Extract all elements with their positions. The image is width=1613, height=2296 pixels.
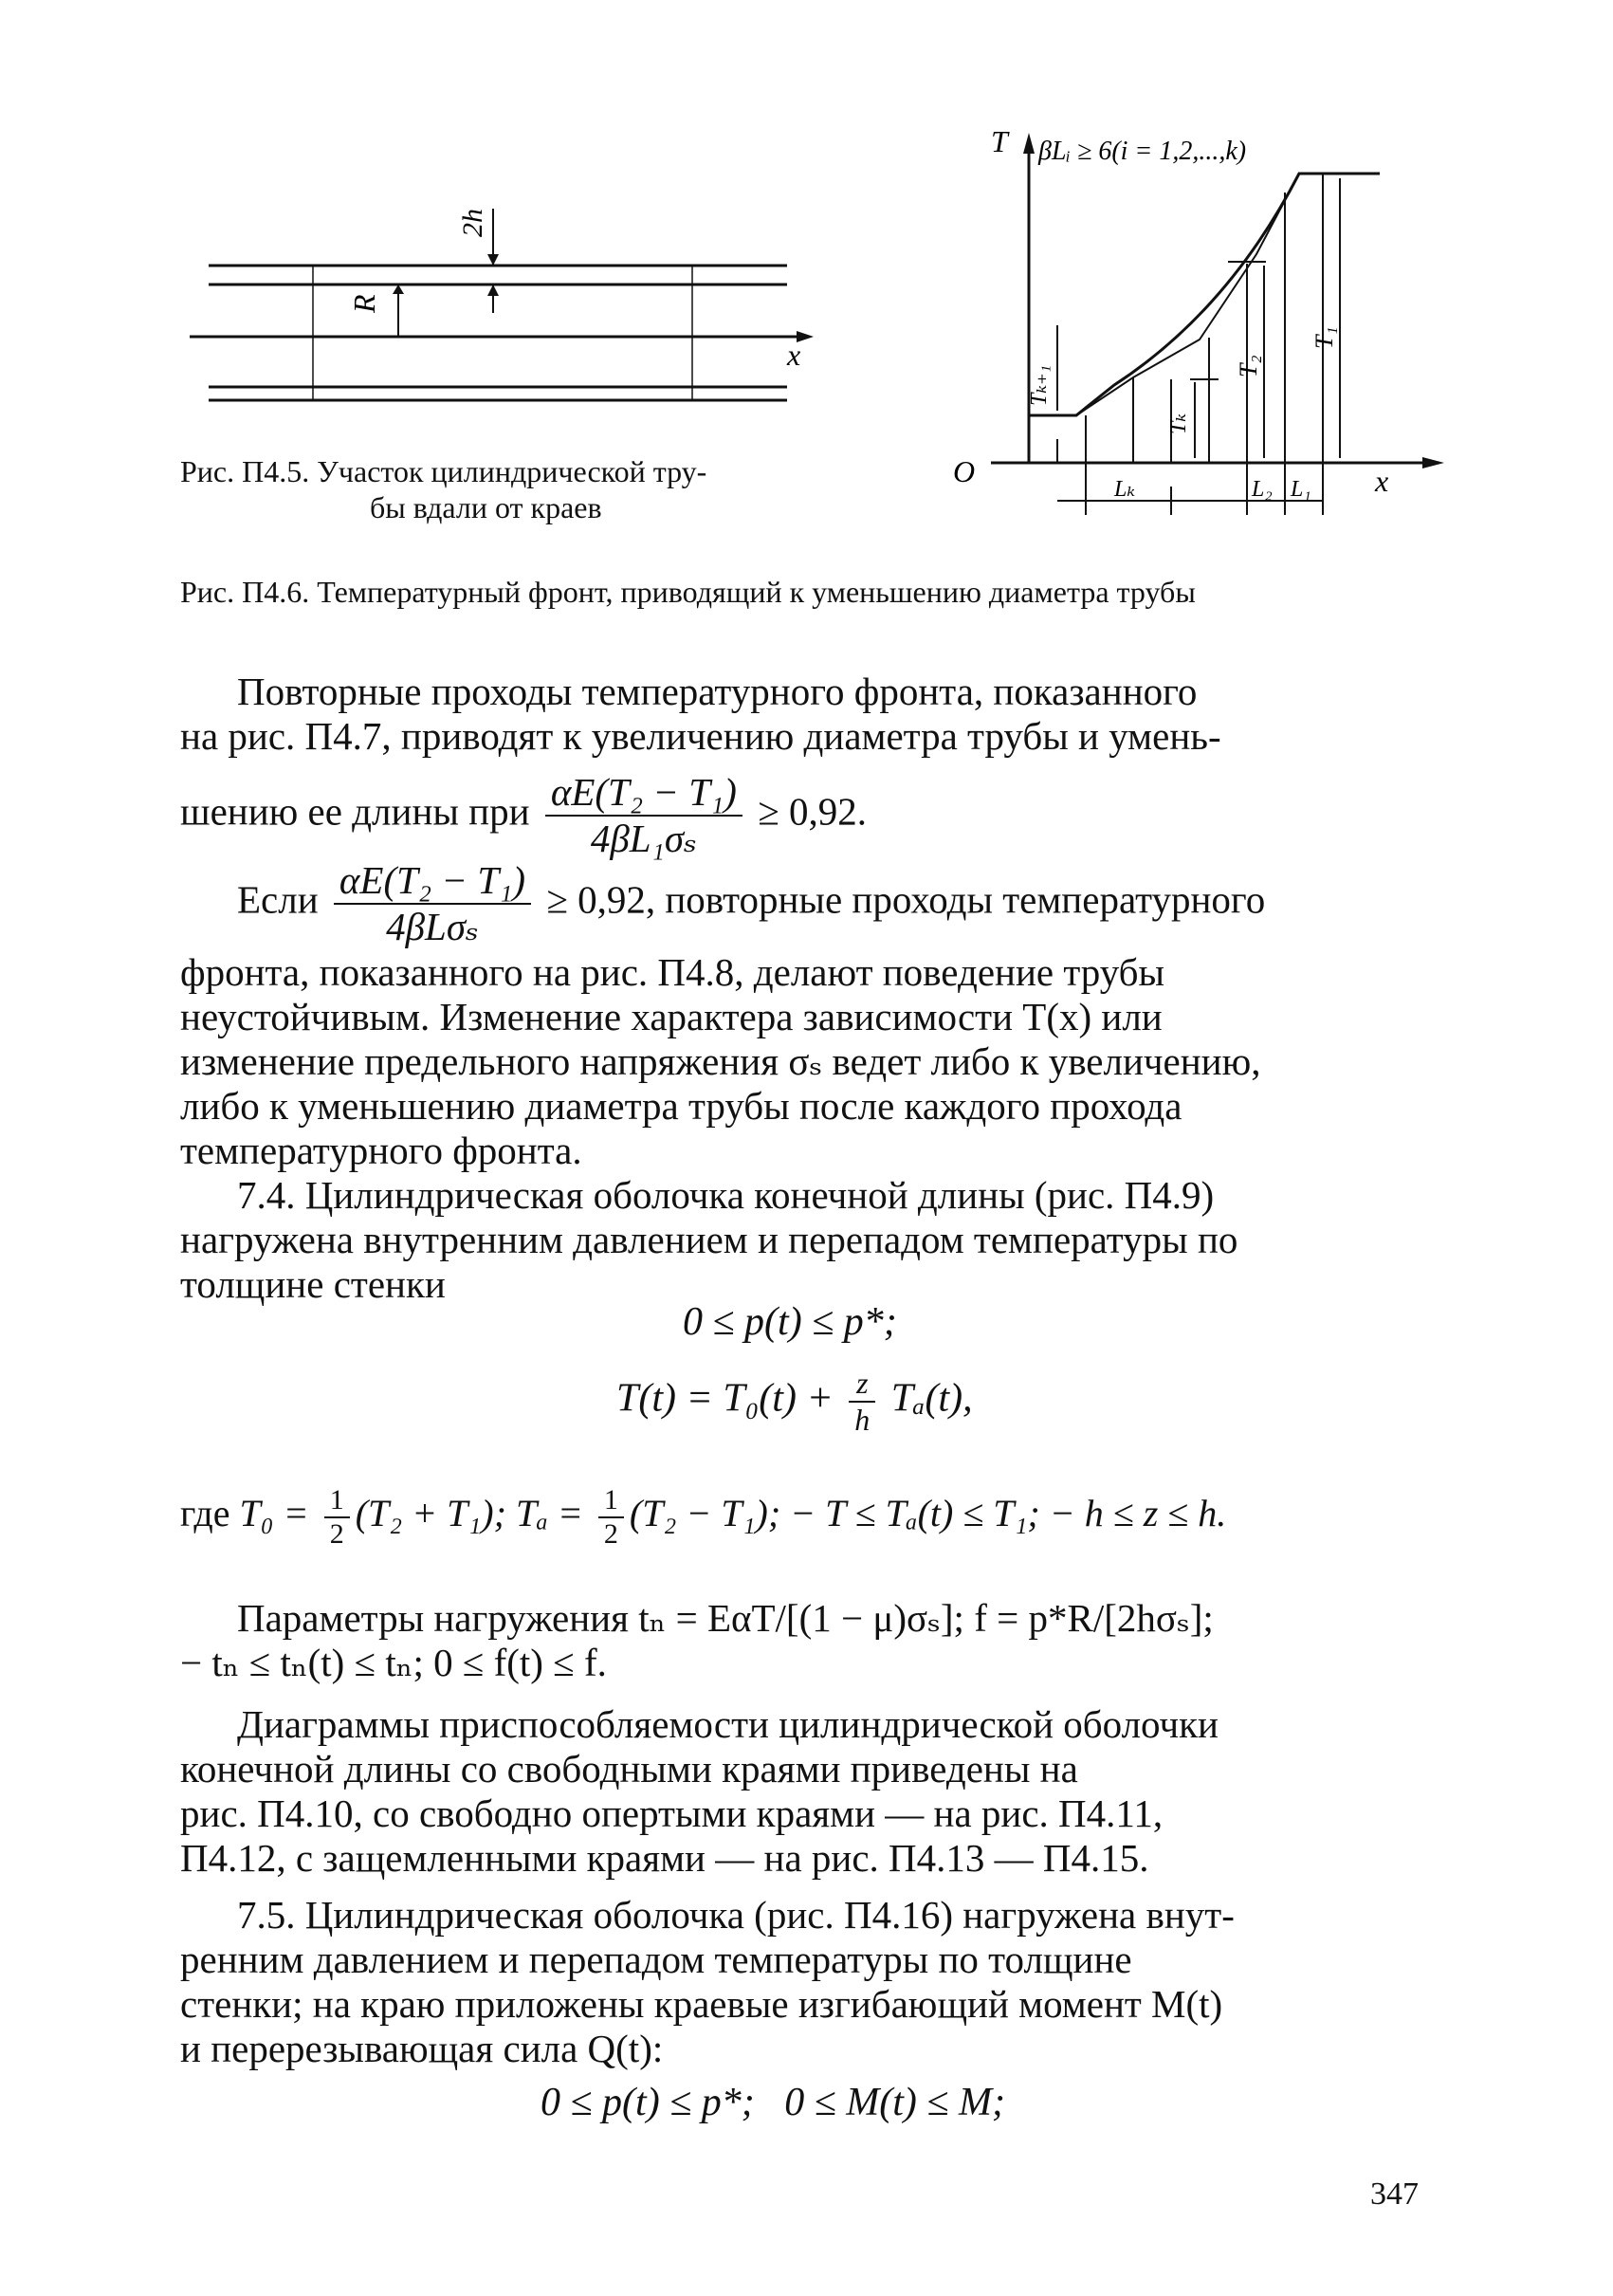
p1-line1: Повторные проходы температурного фронта, показанного (237, 670, 1198, 713)
p6-line3: стенки; на краю приложены краевые изгибающий момент M(t) (180, 1982, 1223, 2026)
label-x-p4-5: x (787, 338, 801, 372)
equation-2 (616, 1366, 973, 1438)
fraction-half-1 (324, 1484, 350, 1551)
eq3-bounds: − T ≤ Tₐ(t) ≤ T₁; − h ≤ z ≤ h. (790, 1492, 1227, 1535)
label-Tk: Tₖ (1166, 413, 1191, 434)
p3-line3: толщине стенки (180, 1262, 446, 1306)
label-T2: T₂ (1235, 355, 1262, 377)
fraction-1-numerator: αE(T₂ − T₁) (545, 770, 742, 817)
p1-line3-condition: ≥ 0,92. (758, 789, 867, 834)
where-label: где (180, 1492, 230, 1535)
p1-line3 (180, 770, 867, 861)
label-R: R (347, 294, 381, 313)
label-2h: 2h (457, 209, 488, 237)
fraction-h-denominator: h (854, 1403, 871, 1437)
label-T-axis: T (991, 124, 1008, 158)
label-T1: T₁ (1311, 326, 1338, 349)
caption-p4-5-line2: бы вдали от краев (370, 490, 602, 524)
p5-line4: П4.12, с защемленными краями — на рис. П4.13 — П4.15. (180, 1836, 1149, 1880)
half-2-denominator: 2 (603, 1518, 618, 1550)
half-1-numerator: 1 (324, 1484, 350, 1518)
p2-line4: изменение предельного напряжения σₛ ведет либо к увеличению, (180, 1039, 1261, 1083)
p6-line1: 7.5. Цилиндрическая оболочка (рис. П4.16) нагружена внут- (237, 1893, 1235, 1937)
p4-line2: − tₙ ≤ tₙ(t) ≤ tₙ; 0 ≤ f(t) ≤ f. (180, 1641, 607, 1684)
p3-line2: нагружена внутренним давлением и перепадом температуры по (180, 1218, 1238, 1261)
paragraph-5 (180, 1702, 1427, 1881)
p2-line1 (237, 858, 1265, 949)
p5-line3: рис. П4.10, со свободно опертыми краями — на рис. П4.11, (180, 1791, 1164, 1835)
p2-if: Если (237, 877, 319, 922)
eq3-Ta-diff: (T₂ − T₁); (629, 1492, 781, 1535)
fraction-1-denominator: 4βL₁σₛ (590, 817, 697, 860)
equation-3 (180, 1484, 1226, 1551)
fraction-1 (545, 770, 742, 861)
page-number: 347 (1370, 2177, 1419, 2212)
caption-p4-5 (180, 453, 844, 525)
p2-line6: температурного фронта. (180, 1129, 582, 1172)
paragraph-1 (180, 670, 1427, 759)
p3-line1: 7.4. Цилиндрическая оболочка конечной длины (рис. П4.9) (237, 1173, 1215, 1217)
p1-line3-text: шению ее длины при (180, 789, 530, 834)
p2-line5: либо к уменьшению диаметра трубы после каждого прохода (180, 1084, 1182, 1128)
p5-line1: Диаграммы приспособляемости цилиндрической оболочки (237, 1702, 1219, 1746)
fraction-2 (334, 858, 531, 949)
equation-1: 0 ≤ p(t) ≤ p*; (683, 1300, 897, 1344)
label-L1: L₁ (1291, 477, 1311, 502)
fraction-2-denominator: 4βLσₛ (386, 905, 479, 948)
figure-p4-5 (180, 190, 825, 427)
paragraph-2 (180, 950, 1427, 1307)
p2-line1-text: ≥ 0,92, повторные проходы температурного (546, 877, 1266, 922)
label-x-p4-6: x (1375, 464, 1389, 498)
paragraph-4 (180, 1596, 1427, 1685)
caption-p4-6: Рис. П4.6. Температурный фронт, приводящий к уменьшению диаметра трубы (180, 575, 1196, 609)
p5-line2: конечной длины со свободными краями приведены на (180, 1747, 1078, 1791)
eq3-Ta: Tₐ = (515, 1492, 583, 1535)
fraction-z-h (849, 1366, 875, 1438)
p1-line2: на рис. П4.7, приводят к увеличению диаметра трубы и умень- (180, 714, 1221, 758)
p4-line1: Параметры нагружения tₙ = EαT/[(1 − μ)σₛ]; f = p*R/[2hσₛ]; (237, 1596, 1214, 1640)
eq3-T0: T₀ = (239, 1492, 309, 1535)
equation-2-right: Tₐ(t), (890, 1376, 973, 1421)
equation-4: 0 ≤ p(t) ≤ p*; 0 ≤ M(t) ≤ M; (541, 2081, 1005, 2124)
label-L2: L₂ (1252, 477, 1273, 502)
p6-line2: ренним давлением и перепадом температуры по толщине (180, 1938, 1132, 1981)
fraction-half-2 (598, 1484, 624, 1551)
fraction-2-numerator: αE(T₂ − T₁) (334, 858, 531, 905)
caption-p4-5-line1: Рис. П4.5. Участок цилиндрической тру- (180, 454, 707, 488)
paragraph-6 (180, 1893, 1427, 2071)
label-Tk1: Tₖ₊₁ (1027, 364, 1052, 406)
condition-label: βLᵢ ≥ 6(i = 1,2,...,k) (1038, 137, 1247, 166)
label-origin: O (953, 454, 976, 488)
equation-2-left: T(t) = T₀(t) + (616, 1376, 834, 1421)
p6-line4: и перерезывающая сила Q(t): (180, 2027, 664, 2070)
figure-p4-6 (944, 121, 1475, 539)
half-2-numerator: 1 (598, 1484, 624, 1518)
label-Lk: Lₖ (1114, 477, 1136, 502)
half-1-denominator: 2 (329, 1518, 344, 1550)
fraction-z-numerator: z (849, 1366, 875, 1403)
p2-line2: фронта, показанного на рис. П4.8, делают поведение трубы (180, 950, 1165, 994)
p2-line3: неустойчивым. Изменение характера зависимости T(x) или (180, 995, 1163, 1038)
eq3-T0-sum: (T₂ + T₁); (355, 1492, 506, 1535)
temperature-front-steps (1076, 174, 1299, 415)
